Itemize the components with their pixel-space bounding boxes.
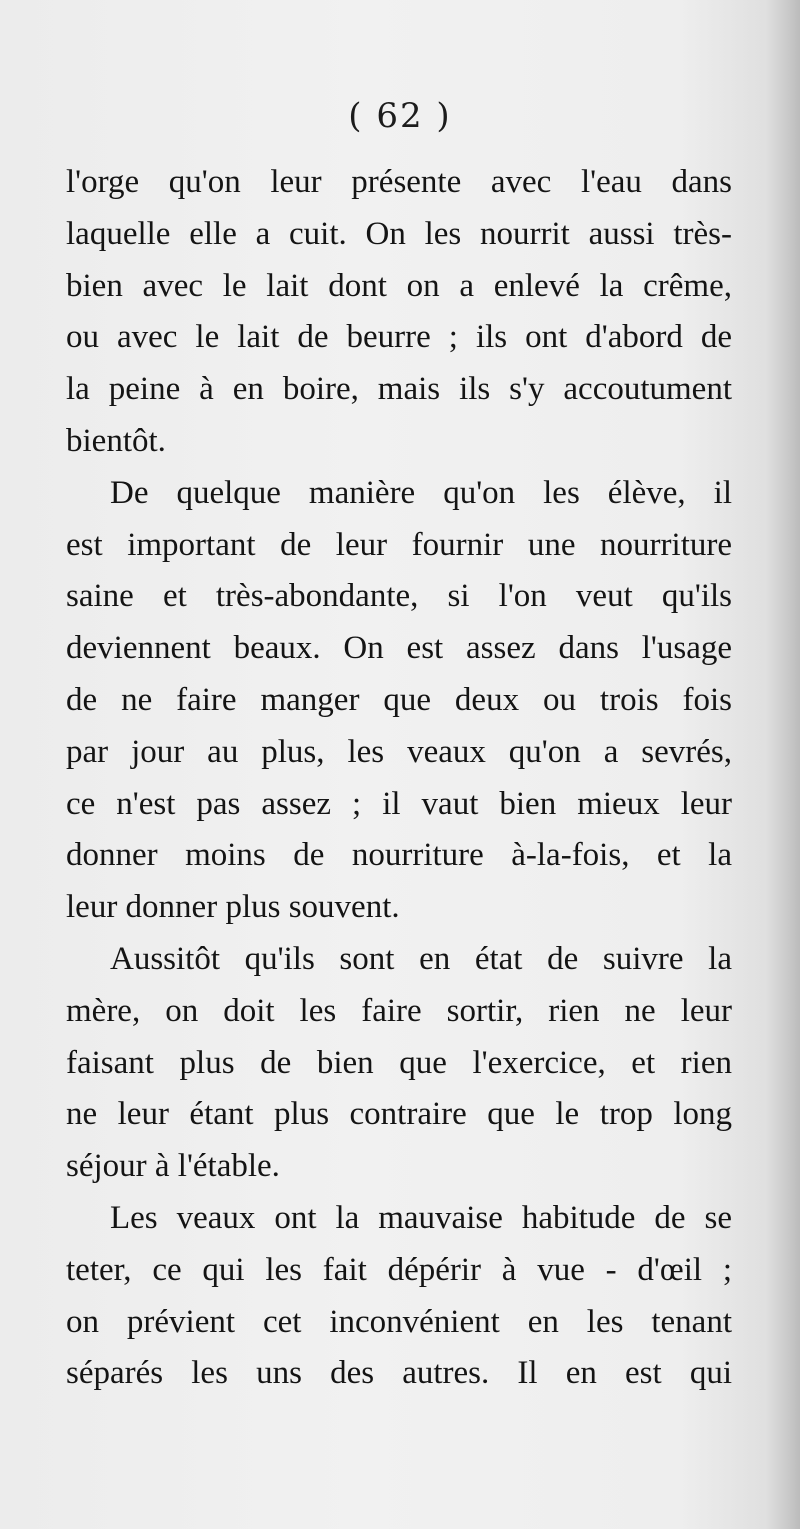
text-line: on prévient cet inconvénient en les tenant <box>66 1303 732 1340</box>
text-line: Les veaux ont la mauvaise habitude de se <box>110 1199 732 1236</box>
text-line: est important de leur fournir une nourriture <box>66 526 732 563</box>
text-line: leur donner plus souvent. <box>66 889 400 926</box>
body-text <box>66 157 732 1400</box>
text-line: ne leur étant plus contraire que le trop long <box>66 1096 732 1133</box>
text-line: De quelque manière qu'on les élève, il <box>110 474 732 511</box>
text-line: de ne faire manger que deux ou trois fois <box>66 681 732 718</box>
text-line: l'orge qu'on leur présente avec l'eau dans <box>66 164 732 200</box>
text-line: la peine à en boire, mais ils s'y accoutument <box>66 371 732 408</box>
text-line: séjour à l'étable. <box>66 1148 280 1185</box>
text-line: mère, on doit les faire sortir, rien ne leur <box>66 992 732 1029</box>
text-line: saine et très-abondante, si l'on veut qu'ils <box>66 578 732 615</box>
text-line: par jour au plus, les veaux qu'on a sevrés, <box>66 733 732 770</box>
text-line: deviennent beaux. On est assez dans l'usage <box>66 630 732 667</box>
page-edge-shadow <box>766 0 800 1529</box>
text-line: bien avec le lait dont on a enlevé la crême, <box>66 267 732 304</box>
text-line: faisant plus de bien que l'exercice, et rien <box>66 1044 732 1081</box>
page-number: ( 62 ) <box>348 96 452 136</box>
text-line: Aussitôt qu'ils sont en état de suivre la <box>110 940 732 977</box>
text-line: teter, ce qui les fait dépérir à vue - d'œil ; <box>66 1251 732 1288</box>
text-line: séparés les uns des autres. Il en est qui <box>66 1355 732 1392</box>
text-line: ou avec le lait de beurre ; ils ont d'abord de <box>66 319 732 356</box>
text-line: ce n'est pas assez ; il vaut bien mieux leur <box>66 785 732 822</box>
text-line: bientôt. <box>66 422 166 459</box>
text-line: laquelle elle a cuit. On les nourrit aussi très- <box>66 215 732 252</box>
text-line: donner moins de nourriture à-la-fois, et la <box>66 837 732 874</box>
